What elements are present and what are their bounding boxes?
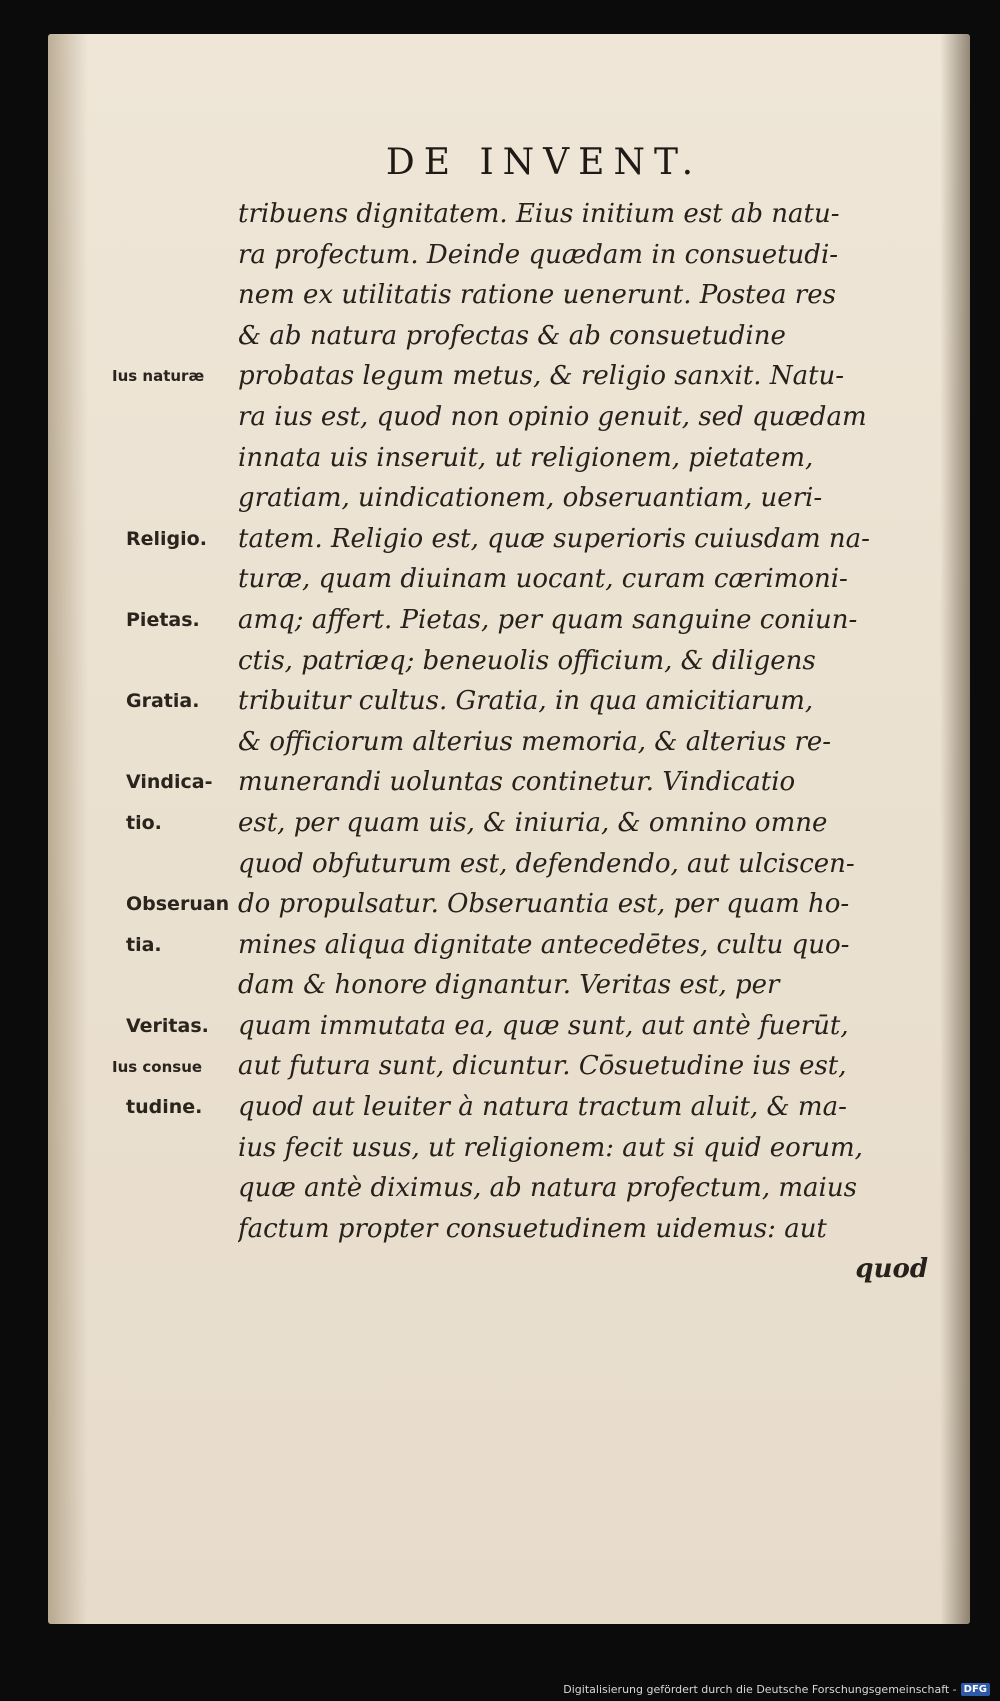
text-line: est, per quam uis, & iniuria, & omnino omne: [238, 807, 828, 838]
marginal-note: Obseruan: [126, 893, 230, 916]
marginal-note: tudine.: [126, 1096, 203, 1119]
text-line: quam immutata ea, quæ sunt, aut antè fuerūt,: [238, 1010, 849, 1041]
text-line: aut futura sunt, dicuntur. Cōsuetudine ius est,: [238, 1051, 847, 1082]
text-line: ra ius est, quod non opinio genuit, sed quædam: [238, 401, 867, 432]
marginal-note: Ius naturæ: [112, 367, 205, 386]
text-line: tribuitur cultus. Gratia, in qua amicitiarum,: [238, 686, 814, 717]
text-line: ra profectum. Deinde quædam in consuetudi-: [238, 239, 839, 270]
text-line: quæ antè diximus, ab natura profectum, maius: [238, 1173, 857, 1204]
text-line: turæ, quam diuinam uocant, curam cærimoni-: [238, 564, 848, 595]
marginal-note: Pietas.: [126, 609, 200, 631]
marginal-note: tio.: [126, 812, 162, 834]
text-line: quod obfuturum est, defendendo, aut ulciscen-: [238, 848, 855, 879]
book-page: [48, 34, 970, 1624]
marginal-note: Ius consue: [112, 1057, 203, 1076]
marginal-note: tia.: [126, 933, 162, 956]
text-line: innata uis inseruit, ut religionem, pietatem,: [238, 442, 814, 473]
text-line: factum propter consuetudinem uidemus: aut: [238, 1213, 827, 1244]
text-line: munerandi uoluntas continetur. Vindicatio: [238, 767, 796, 798]
credit-text: Digitalisierung gefördert durch die Deutsche Forschungsgemeinschaft -: [563, 1682, 957, 1696]
text-line: mines aliqua dignitate antecedētes, cultu quo-: [238, 929, 850, 960]
marginal-note: Vindica-: [126, 771, 213, 794]
text-line: ctis, patriæq; beneuolis officium, & diligens: [238, 645, 816, 676]
marginal-note: Veritas.: [126, 1015, 209, 1037]
digitization-credit: [563, 1681, 990, 1697]
dfg-logo: DFG: [961, 1683, 990, 1696]
text-line: tatem. Religio est, quæ superioris cuiusdam na-: [238, 523, 870, 554]
text-line: ius fecit usus, ut religionem: aut si quid eorum,: [238, 1132, 863, 1163]
text-line: do propulsatur. Obseruantia est, per quam ho-: [238, 889, 850, 920]
text-line: quod aut leuiter à natura tractum aluit, & ma-: [238, 1092, 847, 1123]
text-line: dam & honore dignantur. Veritas est, per: [238, 970, 780, 1001]
text-line: & officiorum alterius memoria, & alterius re-: [238, 726, 832, 757]
body-text: [238, 194, 928, 1290]
text-line: amq; affert. Pietas, per quam sanguine coniun-: [238, 604, 858, 635]
marginal-note: Gratia.: [126, 690, 200, 713]
running-head: DE INVENT.: [385, 142, 703, 183]
text-line: nem ex utilitatis ratione uenerunt. Postea res: [238, 280, 836, 311]
text-line: probatas legum metus, & religio sanxit. Natu-: [238, 361, 845, 392]
text-line: quod: [855, 1254, 928, 1285]
text-line: tribuens dignitatem. Eius initium est ab natu-: [238, 199, 840, 229]
text-line: gratiam, uindicationem, obseruantiam, ueri-: [238, 483, 823, 514]
text-line: & ab natura profectas & ab consuetudine: [238, 320, 786, 351]
marginal-note: Religio.: [126, 527, 207, 550]
